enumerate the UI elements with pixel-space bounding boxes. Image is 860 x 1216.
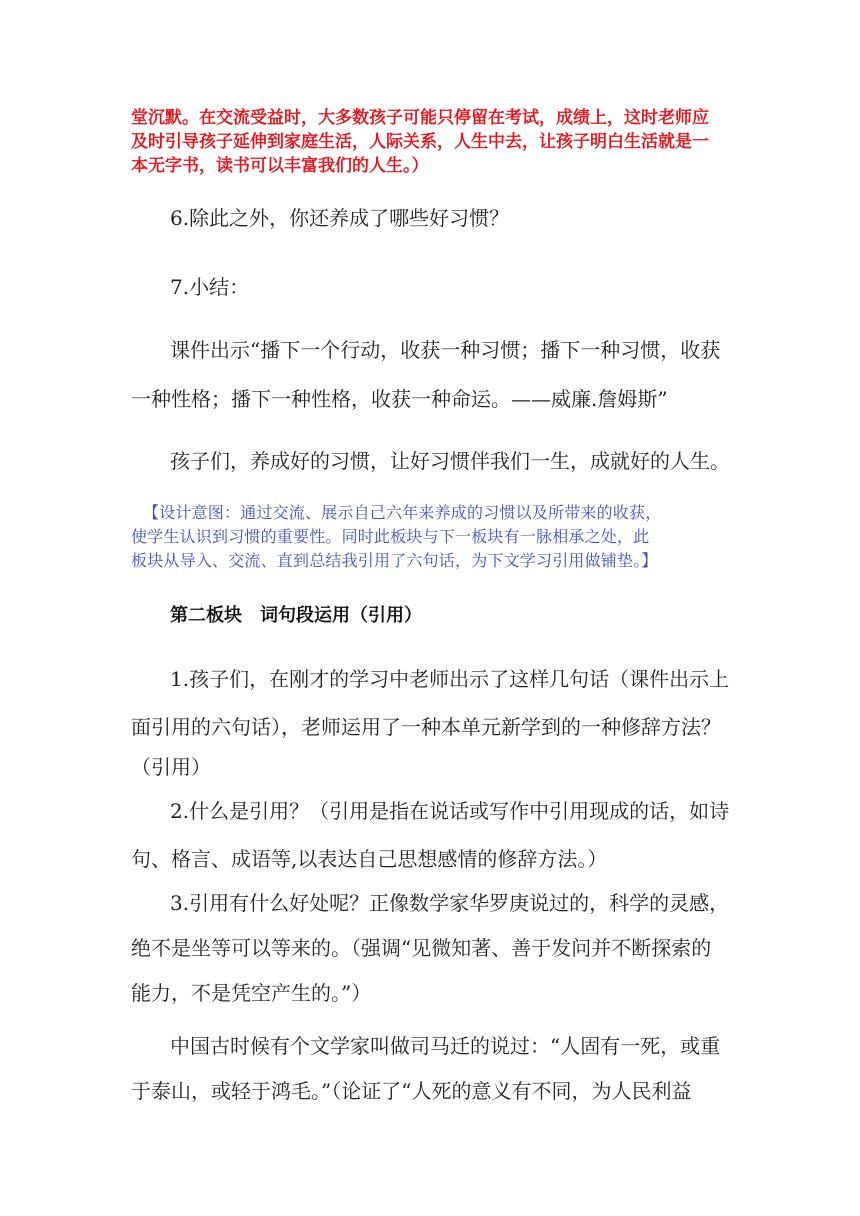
- red-note-line-3: 本无字书，读书可以丰富我们的人生。）: [131, 156, 429, 176]
- red-note-line-2: 及时引导孩子延伸到家庭生活，人际关系，人生中去，让孩子明白生活就是一: [131, 132, 709, 152]
- design-note-line-1: 【设计意图：通过交流、展示自己六年来养成的习惯以及所带来的收获，: [143, 503, 662, 522]
- para-1-line-1: 1.孩子们，在刚才的学习中老师出示了这样几句话（课件出示上: [170, 667, 730, 691]
- quote-line-2: 一种性格；播下一种性格，收获一种命运。——威廉.詹姆斯”: [131, 387, 668, 411]
- para-3-line-1: 3.引用有什么好处呢？正像数学家华罗庚说过的，科学的灵感，: [170, 891, 730, 915]
- section-2-heading: 第二板块 词句段运用（引用）: [170, 605, 422, 626]
- quote-line-1: 课件出示“播下一个行动，收获一种习惯；播下一种习惯，收获: [170, 338, 721, 362]
- para-2-line-2: 句、格言、成语等,以表达自己思想感情的修辞方法。）: [131, 847, 608, 871]
- para-3-line-3: 能力，不是凭空产生的。”）: [131, 981, 372, 1005]
- para-4-line-1: 中国古时候有个文学家叫做司马迁的说过：“人固有一死，或重: [170, 1034, 721, 1058]
- para-4-line-2: 于泰山，或轻于鸿毛。”（论证了“人死的意义有不同，为人民利益: [131, 1079, 692, 1103]
- red-note-line-1: 堂沉默。在交流受益时，大多数孩子可能只停留在考试，成绩上，这时老师应: [131, 108, 709, 128]
- summary-text: 孩子们，养成好的习惯，让好习惯伴我们一生，成就好的人生。: [170, 449, 730, 473]
- design-note-line-3: 板块从导入、交流、直到总结我引用了六句话，为下文学习引用做铺垫。】: [131, 551, 658, 570]
- para-1-line-3: （引用）: [131, 755, 211, 779]
- design-note-line-2: 使学生认识到习惯的重要性。同时此板块与下一板块有一脉相承之处，此: [131, 527, 650, 546]
- para-1-line-2: 面引用的六句话），老师运用了一种本单元新学到的一种修辞方法？: [131, 715, 721, 739]
- summary-label: 7.小结：: [170, 275, 250, 299]
- para-2-line-1: 2.什么是引用？（引用是指在说话或写作中引用现成的话，如诗: [170, 799, 730, 823]
- para-3-line-2: 绝不是坐等可以等来的。（强调“见微知著、善于发问并不断探索的: [131, 936, 712, 960]
- question-6: 6.除此之外，你还养成了哪些好习惯？: [170, 206, 510, 230]
